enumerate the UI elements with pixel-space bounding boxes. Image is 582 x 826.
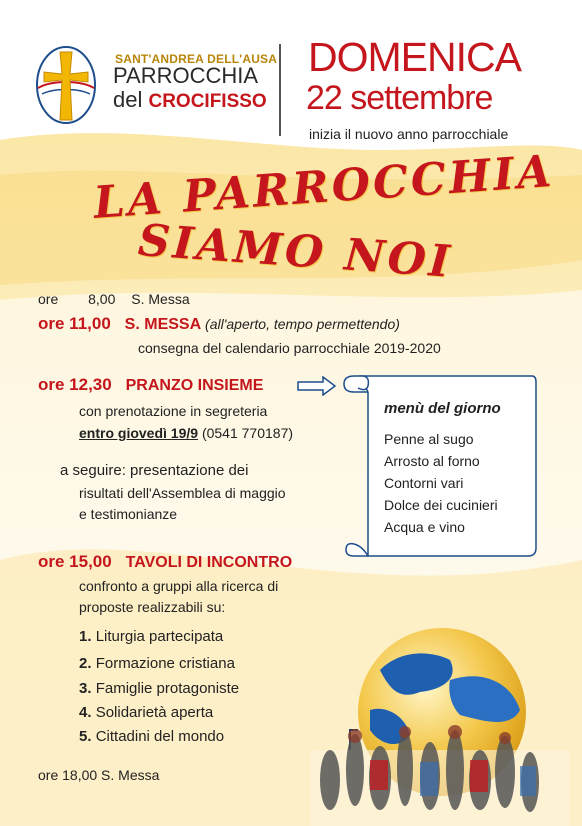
topic-label: Formazione cristiana <box>95 655 235 672</box>
parish-name-crocifisso: CROCIFISSO <box>148 91 267 112</box>
schedule-item-18: ore 18,00 S. Messa <box>38 767 160 783</box>
parish-name-line1: SANT'ANDREA DELL'AUSA <box>115 52 278 66</box>
topic-item <box>79 704 213 721</box>
schedule-item-15-detail1: confronto a gruppi alla ricerca di <box>79 578 279 594</box>
topic-label: Cittadini del mondo <box>95 728 225 745</box>
menu-title: menù del giorno <box>384 400 501 417</box>
parish-name-prefix: del <box>113 87 143 112</box>
schedule-item-1230-detail1: con prenotazione in segreteria <box>79 403 268 419</box>
topic-item <box>79 655 235 672</box>
time-value: 8,00 <box>88 291 116 307</box>
main-title-line2: SIAMO NOI <box>136 215 455 288</box>
follow-up-line2: risultati dell'Assemblea di maggio <box>79 485 286 501</box>
follow-up-text: presentazione dei <box>130 462 249 479</box>
reservation-deadline: entro giovedì 19/9 <box>79 425 199 441</box>
time-value: ore 12,30 <box>38 375 112 394</box>
parish-cross-logo <box>34 44 98 126</box>
time-value: ore 15,00 <box>38 552 112 571</box>
event-label: S. MESSA <box>124 316 202 333</box>
phone-number: (0541 770187) <box>201 425 294 441</box>
schedule-item-11-detail: consegna del calendario parrocchiale 2019-2020 <box>138 340 441 356</box>
follow-up-line3: e testimonianze <box>79 506 178 522</box>
menu-item: Penne al sugo <box>384 431 474 447</box>
event-label: PRANZO INSIEME <box>125 377 264 394</box>
topic-number: 4. <box>79 704 92 721</box>
globe-crowd-illustration <box>310 620 570 826</box>
topic-number: 2. <box>79 655 92 672</box>
menu-item: Dolce dei cucinieri <box>384 497 498 513</box>
parish-name-line3 <box>113 88 267 114</box>
schedule-item-1230-detail2 <box>79 425 293 441</box>
topic-item <box>79 728 224 745</box>
topic-number: 1. <box>79 628 92 645</box>
event-label: S. Messa <box>131 291 190 307</box>
follow-up-label: a seguire: <box>60 462 126 479</box>
time-value: ore 11,00 <box>38 314 111 333</box>
event-date: 22 settembre <box>306 79 493 117</box>
event-note: (all'aperto, tempo permettendo) <box>205 316 400 332</box>
event-label: TAVOLI DI INCONTRO <box>125 554 293 571</box>
main-title-line1: LA PARROCCHIA <box>92 145 556 229</box>
schedule-item-15-detail2: proposte realizzabili su: <box>79 599 226 615</box>
topic-item <box>79 628 223 645</box>
time-prefix: ore <box>38 291 59 307</box>
follow-up <box>60 462 248 479</box>
topic-number: 3. <box>79 680 92 697</box>
topic-item <box>79 680 239 697</box>
event-subtitle: inizia il nuovo anno parrocchiale <box>309 126 509 142</box>
topic-label: Solidarietà aperta <box>95 704 214 721</box>
header-divider <box>279 44 281 136</box>
arrow-right-icon <box>297 376 337 396</box>
menu-item: Acqua e vino <box>384 519 465 535</box>
menu-item: Arrosto al forno <box>384 453 480 469</box>
schedule-item-11 <box>38 314 400 334</box>
schedule-item-15 <box>38 552 292 572</box>
topic-label: Liturgia partecipata <box>95 628 224 645</box>
topic-label: Famiglie protagoniste <box>95 680 240 697</box>
parish-name-line2: PARROCCHIA <box>113 63 259 88</box>
menu-item: Contorni vari <box>384 475 464 491</box>
event-day: DOMENICA <box>308 34 521 80</box>
schedule-item-1230 <box>38 375 263 395</box>
topic-number: 5. <box>79 728 92 745</box>
schedule-item-8 <box>38 291 190 307</box>
